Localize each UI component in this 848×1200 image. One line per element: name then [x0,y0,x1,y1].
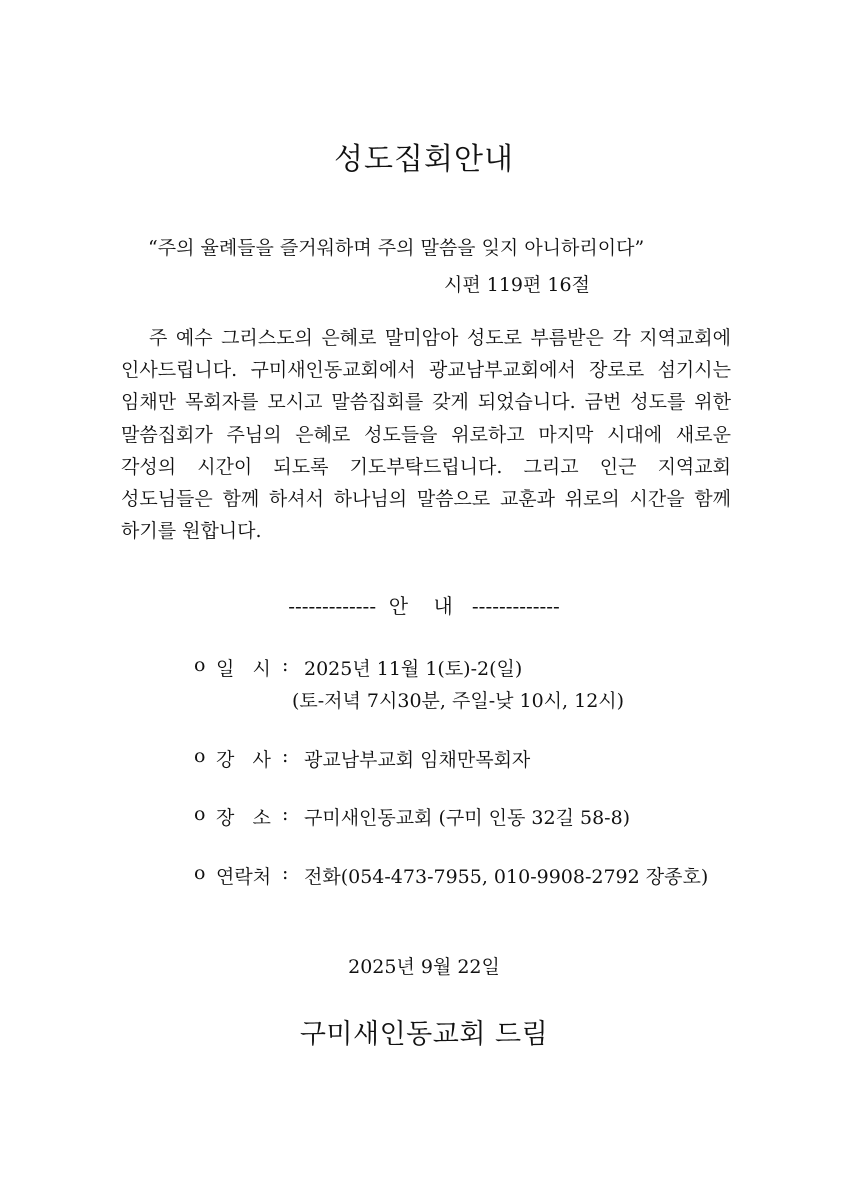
info-row-location [194,803,630,830]
document-title: 성도집회안내 [334,142,514,177]
bullet: o [194,745,206,767]
info-row-schedule [194,654,522,681]
separator: : [282,654,289,676]
schedule-value: 2025년 11월 1(토)-2(일) [304,658,523,680]
separator: : [282,745,289,767]
schedule-detail: (토-저녁 7시30분, 주일-낮 10시, 12시) [292,690,625,712]
bullet: o [194,862,206,884]
schedule-label: 일 시 [216,658,271,680]
bullet: o [194,654,206,676]
separator: : [282,862,289,884]
contact-value: 전화(054-473-7955, 010-9908-2792 장종호) [304,866,709,888]
body-paragraph: 주 예수 그리스도의 은혜로 말미암아 성도로 부름받은 각 지역교회에 인사드립니다. 구미새인동교회에서 광교남부교회에서 장로로 섬기시는 임채만 목회자를 모시고 말씀집회를 갖게 되었습니다. 금번 성도를 위한 말씀집회가 주님의 은혜로 성도들을 위로하고 마지막 시대에 새로운 각성의 시간이 되도록 기도부탁드립니다. 그리고 인근 지역교회 성도님들은 함께 하셔서 하나님의 말씀으로 교훈과 위로의 시간을 함께 하기를 원합니다. [121,327,731,543]
contact-label: 연락처 [216,866,272,888]
notice-header: ------------- 안 내 ------------- [288,594,560,618]
verse-quote: “주의 율례들을 즐거워하며 주의 말씀을 잊지 아니하리이다” [148,237,645,259]
separator: : [282,803,289,825]
verse-reference: 시편 119편 16절 [444,274,590,296]
location-label: 장 소 [216,807,271,829]
info-row-speaker [194,745,530,772]
speaker-value: 광교남부교회 임채만목회자 [304,749,531,771]
signature: 구미새인동교회 드림 [299,1019,549,1050]
info-row-contact [194,862,708,889]
document-date: 2025년 9월 22일 [348,956,500,978]
location-value: 구미새인동교회 (구미 인동 32길 58-8) [304,807,631,829]
bullet: o [194,803,206,825]
speaker-label: 강 사 [216,749,271,771]
